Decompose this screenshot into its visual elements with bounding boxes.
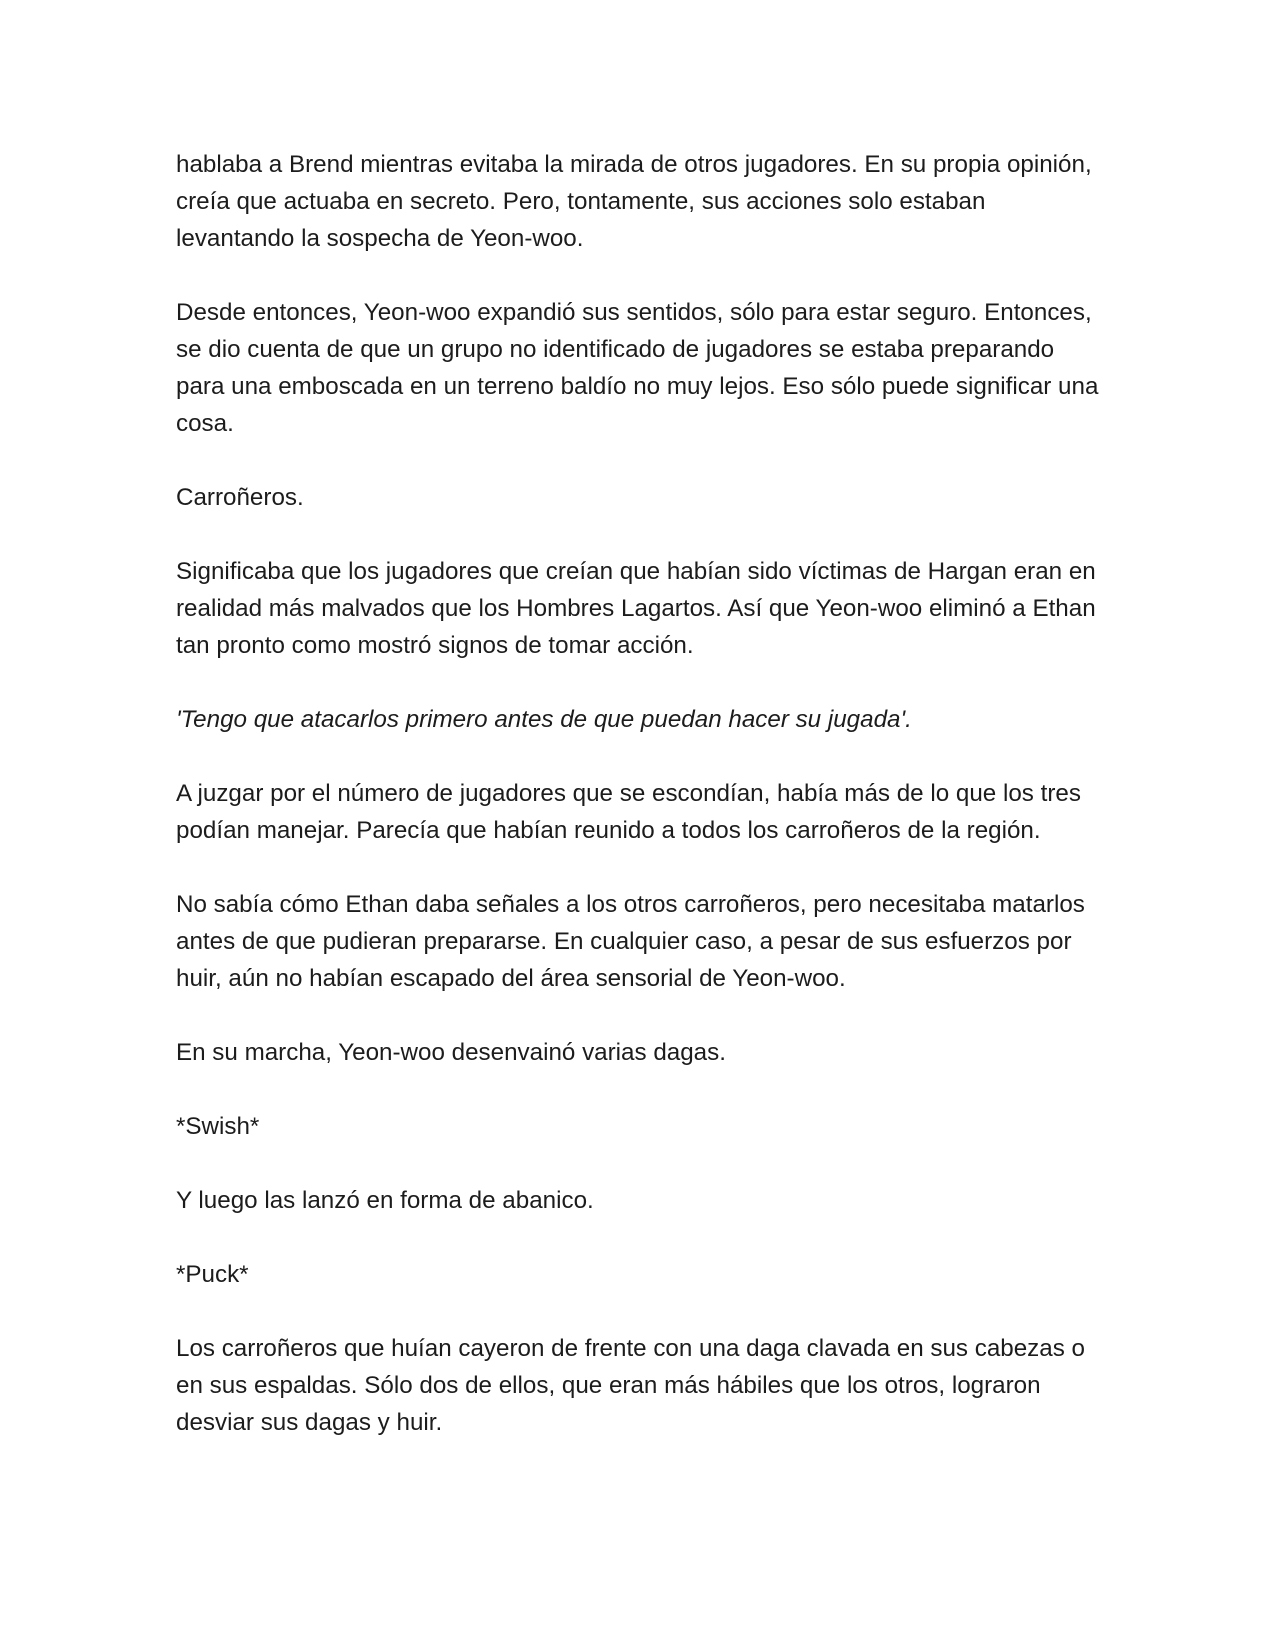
paragraph: Desde entonces, Yeon-woo expandió sus sentidos, sólo para estar seguro. Entonces, se dio cuenta de que un grupo no identificado de jugadores se estaba preparando para una emboscada en un terreno baldío no muy lejos. Eso sólo puede significar una cosa. — [176, 299, 1099, 437]
paragraph: Significaba que los jugadores que creían que habían sido víctimas de Hargan eran en realidad más malvados que los Hombres Lagartos. Así que Yeon-woo eliminó a Ethan tan pronto como mostró signos de tomar acción. — [176, 558, 1096, 659]
sound-effect: *Swish* — [176, 1113, 260, 1140]
body-text — [176, 146, 1101, 1478]
paragraph: Los carroñeros que huían cayeron de frente con una daga clavada en sus cabezas o en sus espaldas. Sólo dos de ellos, que eran más hábiles que los otros, lograron desviar sus dagas y huir. — [176, 1335, 1085, 1436]
paragraph: Y luego las lanzó en forma de abanico. — [176, 1187, 594, 1214]
paragraph: Carroñeros. — [176, 484, 304, 511]
italic-thought: 'Tengo que atacarlos primero antes de que puedan hacer su jugada'. — [176, 706, 912, 733]
paragraph: A juzgar por el número de jugadores que se escondían, había más de lo que los tres podían manejar. Parecía que habían reunido a todos los carroñeros de la región. — [176, 780, 1081, 844]
paragraph: No sabía cómo Ethan daba señales a los otros carroñeros, pero necesitaba matarlos antes de que pudieran prepararse. En cualquier caso, a pesar de sus esfuerzos por huir, aún no habían escapado del área sensorial de Yeon-woo. — [176, 891, 1085, 992]
paragraph: En su marcha, Yeon-woo desenvainó varias dagas. — [176, 1039, 726, 1066]
sound-effect: *Puck* — [176, 1261, 249, 1288]
paragraph: hablaba a Brend mientras evitaba la mirada de otros jugadores. En su propia opinión, creía que actuaba en secreto. Pero, tontamente, sus acciones solo estaban levantando la sospecha de Yeon-woo. — [176, 151, 1092, 252]
